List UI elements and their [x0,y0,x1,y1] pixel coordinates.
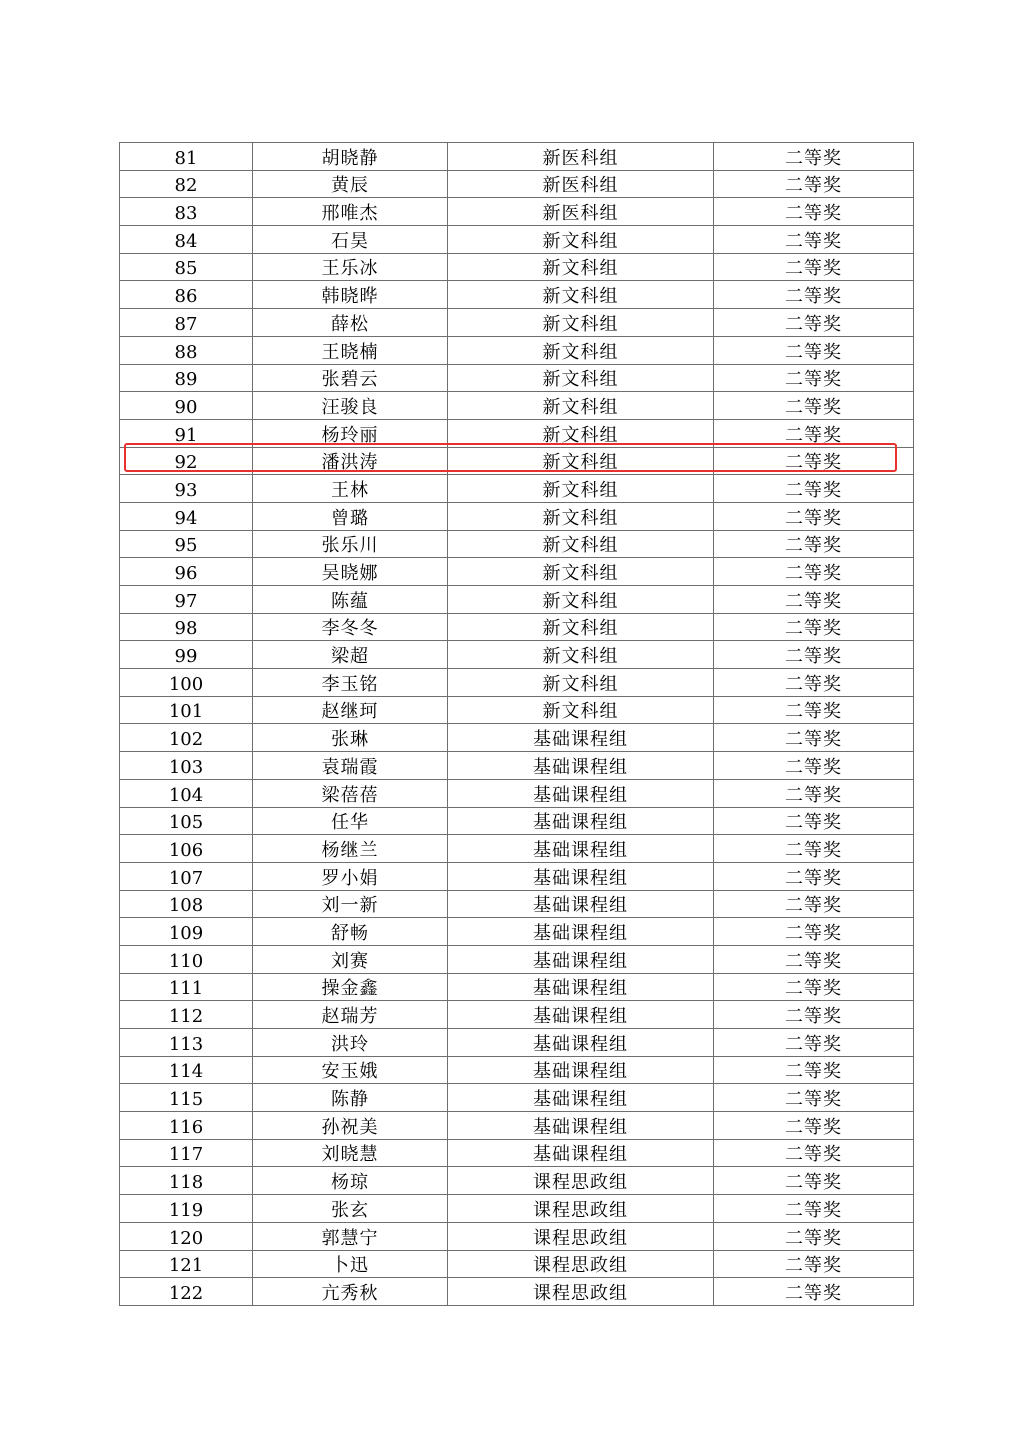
table-row [120,613,914,641]
table-row [120,862,914,890]
table-row [120,364,914,392]
row-group-cell: 新医科组 [448,198,714,226]
row-number-cell: 94 [120,502,253,530]
row-number-cell: 82 [120,170,253,198]
row-award-cell: 二等奖 [714,613,914,641]
row-name-cell: 刘赛 [253,945,448,973]
row-number-cell: 95 [120,530,253,558]
row-name-cell: 卜迅 [253,1250,448,1278]
row-number-cell: 119 [120,1195,253,1223]
row-number-cell: 92 [120,447,253,475]
row-name-cell: 梁超 [253,641,448,669]
row-name-cell: 王林 [253,475,448,503]
row-award-cell: 二等奖 [714,364,914,392]
row-group-cell: 新文科组 [448,475,714,503]
row-group-cell: 新文科组 [448,336,714,364]
row-award-cell: 二等奖 [714,1250,914,1278]
table-row [120,281,914,309]
row-award-cell: 二等奖 [714,973,914,1001]
award-table-body [120,143,914,1306]
row-name-cell: 赵继珂 [253,696,448,724]
row-group-cell: 新文科组 [448,419,714,447]
row-number-cell: 106 [120,835,253,863]
table-row [120,641,914,669]
row-award-cell: 二等奖 [714,696,914,724]
row-number-cell: 86 [120,281,253,309]
row-group-cell: 基础课程组 [448,752,714,780]
row-award-cell: 二等奖 [714,1167,914,1195]
row-number-cell: 122 [120,1278,253,1306]
row-group-cell: 基础课程组 [448,1001,714,1029]
row-award-cell: 二等奖 [714,143,914,171]
row-name-cell: 吴晓娜 [253,558,448,586]
row-number-cell: 96 [120,558,253,586]
table-row [120,1112,914,1140]
row-name-cell: 舒畅 [253,918,448,946]
row-name-cell: 韩晓晔 [253,281,448,309]
row-number-cell: 99 [120,641,253,669]
row-award-cell: 二等奖 [714,1029,914,1057]
table-row [120,696,914,724]
row-group-cell: 基础课程组 [448,945,714,973]
row-group-cell: 基础课程组 [448,890,714,918]
row-group-cell: 基础课程组 [448,1056,714,1084]
row-number-cell: 85 [120,253,253,281]
row-name-cell: 张琳 [253,724,448,752]
row-group-cell: 新文科组 [448,613,714,641]
row-group-cell: 基础课程组 [448,1139,714,1167]
row-name-cell: 王晓楠 [253,336,448,364]
row-name-cell: 张玄 [253,1195,448,1223]
row-group-cell: 基础课程组 [448,724,714,752]
row-name-cell: 赵瑞芳 [253,1001,448,1029]
row-award-cell: 二等奖 [714,945,914,973]
table-row [120,558,914,586]
row-group-cell: 新文科组 [448,669,714,697]
row-number-cell: 89 [120,364,253,392]
row-name-cell: 邢唯杰 [253,198,448,226]
table-row [120,419,914,447]
row-name-cell: 石昊 [253,226,448,254]
row-award-cell: 二等奖 [714,724,914,752]
row-award-cell: 二等奖 [714,1195,914,1223]
award-table [119,142,914,1306]
row-group-cell: 新文科组 [448,309,714,337]
table-row [120,1250,914,1278]
row-group-cell: 课程思政组 [448,1195,714,1223]
table-row [120,1222,914,1250]
row-group-cell: 基础课程组 [448,1084,714,1112]
row-award-cell: 二等奖 [714,1222,914,1250]
row-name-cell: 杨继兰 [253,835,448,863]
row-number-cell: 117 [120,1139,253,1167]
table-row [120,475,914,503]
row-number-cell: 112 [120,1001,253,1029]
row-number-cell: 114 [120,1056,253,1084]
row-group-cell: 新文科组 [448,586,714,614]
row-number-cell: 101 [120,696,253,724]
row-award-cell: 二等奖 [714,226,914,254]
row-name-cell: 杨琼 [253,1167,448,1195]
table-row [120,586,914,614]
row-award-cell: 二等奖 [714,1001,914,1029]
row-group-cell: 新文科组 [448,696,714,724]
row-group-cell: 基础课程组 [448,973,714,1001]
row-award-cell: 二等奖 [714,1112,914,1140]
row-group-cell: 新文科组 [448,530,714,558]
table-row [120,724,914,752]
row-group-cell: 课程思政组 [448,1250,714,1278]
row-award-cell: 二等奖 [714,890,914,918]
row-award-cell: 二等奖 [714,807,914,835]
row-number-cell: 118 [120,1167,253,1195]
row-number-cell: 109 [120,918,253,946]
row-group-cell: 基础课程组 [448,918,714,946]
row-number-cell: 116 [120,1112,253,1140]
row-name-cell: 操金鑫 [253,973,448,1001]
row-number-cell: 111 [120,973,253,1001]
row-group-cell: 基础课程组 [448,835,714,863]
row-name-cell: 李玉铭 [253,669,448,697]
row-name-cell: 张碧云 [253,364,448,392]
table-row [120,669,914,697]
table-row [120,807,914,835]
row-number-cell: 107 [120,862,253,890]
row-award-cell: 二等奖 [714,475,914,503]
row-number-cell: 121 [120,1250,253,1278]
row-award-cell: 二等奖 [714,779,914,807]
row-award-cell: 二等奖 [714,1278,914,1306]
row-award-cell: 二等奖 [714,392,914,420]
row-award-cell: 二等奖 [714,530,914,558]
row-group-cell: 新医科组 [448,170,714,198]
row-group-cell: 课程思政组 [448,1222,714,1250]
row-group-cell: 新医科组 [448,143,714,171]
row-group-cell: 基础课程组 [448,779,714,807]
row-number-cell: 91 [120,419,253,447]
table-row [120,502,914,530]
row-group-cell: 基础课程组 [448,1112,714,1140]
row-group-cell: 新文科组 [448,502,714,530]
row-group-cell: 新文科组 [448,226,714,254]
row-number-cell: 110 [120,945,253,973]
row-number-cell: 93 [120,475,253,503]
row-number-cell: 88 [120,336,253,364]
table-row [120,1029,914,1057]
row-name-cell: 袁瑞霞 [253,752,448,780]
row-number-cell: 108 [120,890,253,918]
table-row [120,945,914,973]
table-row [120,1167,914,1195]
table-row [120,779,914,807]
row-award-cell: 二等奖 [714,336,914,364]
table-row [120,336,914,364]
table-row [120,1195,914,1223]
row-award-cell: 二等奖 [714,835,914,863]
row-group-cell: 新文科组 [448,364,714,392]
row-number-cell: 102 [120,724,253,752]
row-award-cell: 二等奖 [714,586,914,614]
row-name-cell: 刘一新 [253,890,448,918]
row-award-cell: 二等奖 [714,309,914,337]
row-name-cell: 曾璐 [253,502,448,530]
row-group-cell: 新文科组 [448,392,714,420]
row-group-cell: 基础课程组 [448,807,714,835]
row-number-cell: 105 [120,807,253,835]
table-row [120,1139,914,1167]
table-row [120,226,914,254]
row-award-cell: 二等奖 [714,641,914,669]
table-row [120,973,914,1001]
row-number-cell: 87 [120,309,253,337]
row-group-cell: 新文科组 [448,253,714,281]
row-award-cell: 二等奖 [714,918,914,946]
row-name-cell: 任华 [253,807,448,835]
row-name-cell: 汪骏良 [253,392,448,420]
row-award-cell: 二等奖 [714,1139,914,1167]
row-number-cell: 104 [120,779,253,807]
table-row [120,143,914,171]
row-name-cell: 陈蕴 [253,586,448,614]
row-number-cell: 115 [120,1084,253,1112]
row-award-cell: 二等奖 [714,170,914,198]
row-group-cell: 课程思政组 [448,1167,714,1195]
table-row [120,752,914,780]
row-number-cell: 98 [120,613,253,641]
row-name-cell: 杨玲丽 [253,419,448,447]
row-number-cell: 120 [120,1222,253,1250]
row-number-cell: 83 [120,198,253,226]
row-name-cell: 亢秀秋 [253,1278,448,1306]
row-award-cell: 二等奖 [714,253,914,281]
row-group-cell: 基础课程组 [448,1029,714,1057]
row-award-cell: 二等奖 [714,669,914,697]
row-name-cell: 王乐冰 [253,253,448,281]
row-award-cell: 二等奖 [714,419,914,447]
table-row [120,890,914,918]
row-number-cell: 100 [120,669,253,697]
row-name-cell: 洪玲 [253,1029,448,1057]
row-award-cell: 二等奖 [714,281,914,309]
row-name-cell: 孙祝美 [253,1112,448,1140]
row-number-cell: 97 [120,586,253,614]
row-award-cell: 二等奖 [714,1084,914,1112]
row-award-cell: 二等奖 [714,1056,914,1084]
table-row [120,918,914,946]
table-row [120,835,914,863]
row-group-cell: 新文科组 [448,281,714,309]
row-name-cell: 黄辰 [253,170,448,198]
row-name-cell: 刘晓慧 [253,1139,448,1167]
row-name-cell: 张乐川 [253,530,448,558]
row-group-cell: 基础课程组 [448,862,714,890]
table-row [120,1056,914,1084]
table-row [120,392,914,420]
row-name-cell: 陈静 [253,1084,448,1112]
row-award-cell: 二等奖 [714,447,914,475]
table-row [120,447,914,475]
table-row [120,253,914,281]
table-row [120,1084,914,1112]
table-row [120,309,914,337]
row-name-cell: 潘洪涛 [253,447,448,475]
table-row [120,198,914,226]
table-row [120,1278,914,1306]
row-group-cell: 新文科组 [448,447,714,475]
row-group-cell: 课程思政组 [448,1278,714,1306]
row-award-cell: 二等奖 [714,198,914,226]
row-group-cell: 新文科组 [448,558,714,586]
row-award-cell: 二等奖 [714,558,914,586]
row-name-cell: 罗小娟 [253,862,448,890]
table-row [120,170,914,198]
row-name-cell: 郭慧宁 [253,1222,448,1250]
row-award-cell: 二等奖 [714,752,914,780]
row-number-cell: 103 [120,752,253,780]
row-name-cell: 薛松 [253,309,448,337]
row-number-cell: 90 [120,392,253,420]
row-number-cell: 81 [120,143,253,171]
row-name-cell: 梁蓓蓓 [253,779,448,807]
row-award-cell: 二等奖 [714,862,914,890]
row-name-cell: 安玉娥 [253,1056,448,1084]
row-name-cell: 李冬冬 [253,613,448,641]
row-award-cell: 二等奖 [714,502,914,530]
row-number-cell: 84 [120,226,253,254]
row-group-cell: 新文科组 [448,641,714,669]
table-row [120,1001,914,1029]
table-row [120,530,914,558]
row-number-cell: 113 [120,1029,253,1057]
row-name-cell: 胡晓静 [253,143,448,171]
